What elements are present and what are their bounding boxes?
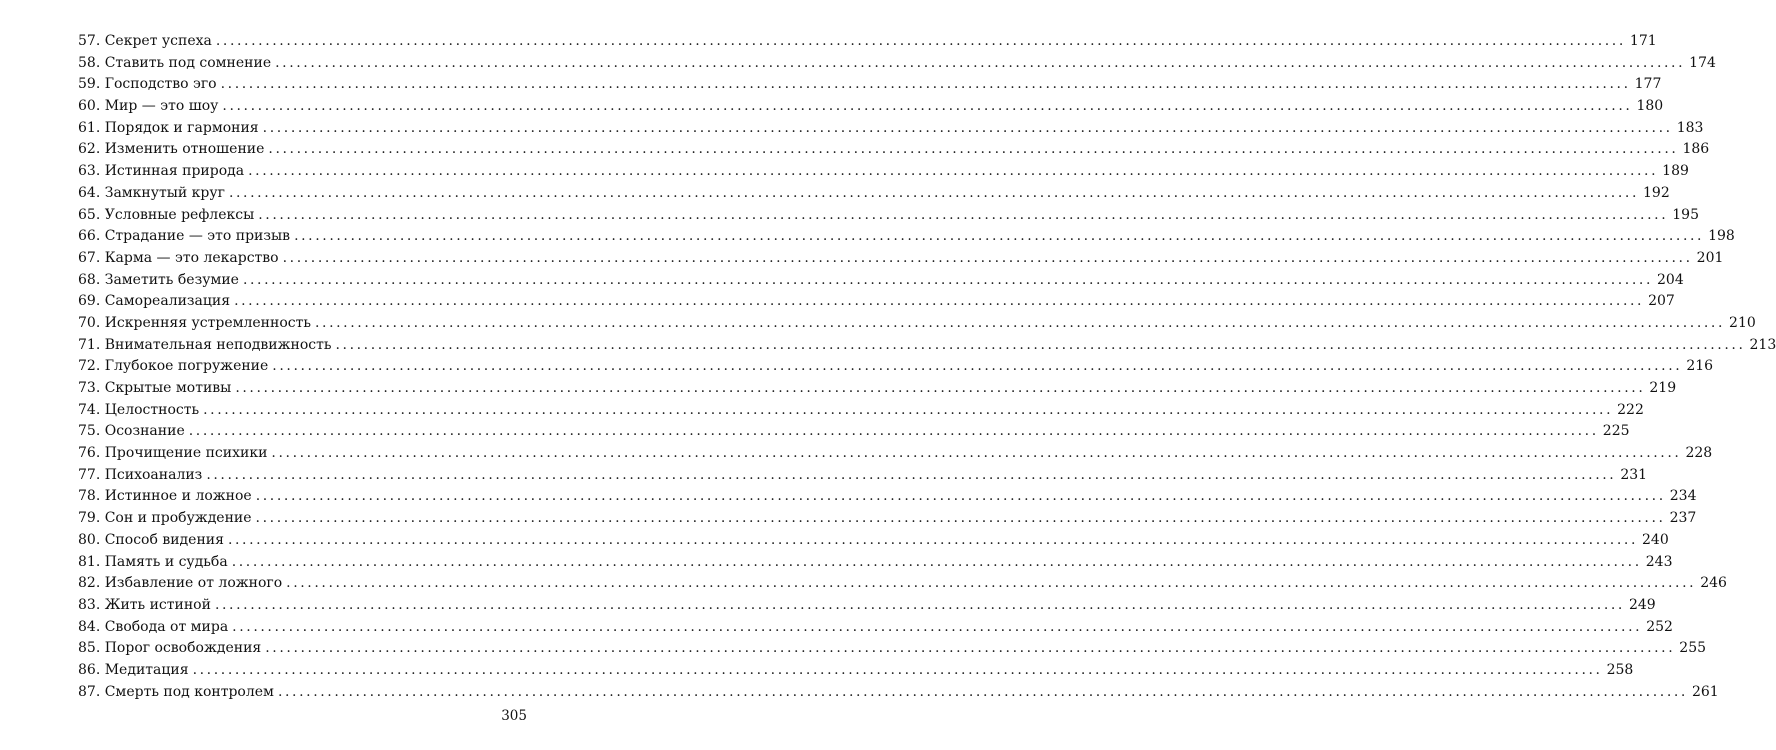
toc-entry xyxy=(78,465,1648,487)
toc-entry-number: 80. xyxy=(78,531,101,548)
toc-entry-label: Порог освобождения xyxy=(104,640,262,657)
dot-leader: ........................................................................................................................................................................................................ xyxy=(215,33,1626,49)
toc-entry-label: Целостность xyxy=(104,401,200,418)
toc-entry-number: 76. xyxy=(78,445,101,462)
toc-entry xyxy=(78,378,1677,400)
dot-leader: ........................................................................................................................................................................................................ xyxy=(227,531,1638,548)
toc-entry xyxy=(78,313,1756,335)
toc-entry-number: 84. xyxy=(78,618,101,635)
dot-leader: ........................................................................................................................................................................................................ xyxy=(262,119,1673,136)
toc-entry-label: Медитация xyxy=(104,661,189,678)
toc-entry-title xyxy=(78,356,268,378)
toc-entry xyxy=(78,96,1664,118)
toc-entry-label: Карма — это лекарство xyxy=(104,249,279,266)
toc-entry-page: 180 xyxy=(1636,98,1664,115)
toc-entry xyxy=(78,53,1716,75)
toc-entry-page: 228 xyxy=(1685,445,1713,462)
toc-entry-label: Замкнутый круг xyxy=(104,184,225,201)
dot-leader: ........................................................................................................................................................................................................ xyxy=(272,358,1683,375)
toc-entry-label: Изменить отношение xyxy=(104,141,265,158)
dot-leader: ........................................................................................................................................................................................................ xyxy=(232,618,1643,635)
toc-entry-page: 261 xyxy=(1691,683,1719,700)
toc-entry-title xyxy=(78,595,211,617)
toc-entry-page: 249 xyxy=(1628,596,1656,613)
toc-entry-title xyxy=(78,530,224,552)
toc-entry-number: 87. xyxy=(78,683,101,700)
toc-entry xyxy=(78,552,1673,574)
toc-entry-title xyxy=(78,74,217,96)
toc-entry-page: 231 xyxy=(1620,466,1648,483)
toc-entry-page: 243 xyxy=(1645,553,1673,570)
toc-entry-label: Прочищение психики xyxy=(104,445,268,462)
table-of-contents xyxy=(78,31,1776,703)
toc-entry-number: 63. xyxy=(78,163,101,180)
dot-leader: ........................................................................................................................................................................................................ xyxy=(271,445,1682,462)
toc-entry-page: 222 xyxy=(1617,401,1644,418)
toc-entry-number: 83. xyxy=(78,596,101,613)
toc-entry-number: 58. xyxy=(78,54,101,71)
toc-entry-label: Скрытые мотивы xyxy=(104,380,232,396)
toc-entry-title xyxy=(78,378,231,400)
toc-entry-label: Мир — это шоу xyxy=(104,98,219,115)
toc-entry-title xyxy=(78,118,259,140)
toc-entry xyxy=(78,508,1697,530)
toc-entry-title xyxy=(78,31,212,53)
toc-entry xyxy=(78,486,1697,508)
toc-entry-page: 210 xyxy=(1729,314,1756,331)
toc-entry xyxy=(78,595,1656,617)
toc-entry-title xyxy=(78,291,230,313)
dot-leader: ........................................................................................................................................................................................................ xyxy=(231,553,1642,570)
toc-entry-page: 192 xyxy=(1643,184,1670,201)
toc-entry-label: Избавление от ложного xyxy=(104,575,283,592)
toc-entry-label: Память и судьба xyxy=(104,553,228,570)
dot-leader: ........................................................................................................................................................................................................ xyxy=(235,380,1646,396)
toc-entry-label: Глубокое погружение xyxy=(104,358,269,375)
toc-entry-label: Условные рефлексы xyxy=(104,206,255,223)
toc-entry-page: 252 xyxy=(1646,618,1673,635)
toc-entry-number: 81. xyxy=(78,553,101,570)
toc-entry-number: 86. xyxy=(78,661,101,678)
toc-entry-number: 71. xyxy=(78,336,101,353)
toc-entry-label: Ставить под сомнение xyxy=(104,54,272,71)
toc-entry xyxy=(78,400,1644,422)
toc-entry xyxy=(78,205,1699,227)
toc-entry-label: Страдание — это призыв xyxy=(104,228,291,245)
toc-entry-title xyxy=(78,465,202,487)
toc-entry-number: 82. xyxy=(78,575,101,592)
toc-entry-number: 69. xyxy=(78,293,101,310)
toc-entry-number: 64. xyxy=(78,184,101,201)
toc-entry xyxy=(78,335,1776,357)
toc-entry-page: 225 xyxy=(1602,423,1630,440)
toc-entry-page: 213 xyxy=(1749,336,1776,353)
toc-entry-page: 237 xyxy=(1669,510,1697,527)
dot-leader: ........................................................................................................................................................................................................ xyxy=(228,184,1639,201)
toc-entry-title xyxy=(78,508,252,530)
dot-leader: ........................................................................................................................................................................................................ xyxy=(277,683,1688,700)
toc-entry xyxy=(78,74,1662,96)
page-number: 305 xyxy=(501,708,527,724)
toc-entry-label: Заметить безумие xyxy=(104,271,239,288)
toc-entry xyxy=(78,183,1670,205)
toc-entry-title xyxy=(78,96,218,118)
toc-entry-number: 57. xyxy=(78,33,101,49)
toc-entry-label: Жить истиной xyxy=(104,596,211,613)
toc-entry-page: 171 xyxy=(1629,33,1657,49)
toc-entry-page: 177 xyxy=(1634,76,1662,93)
toc-entry-title xyxy=(78,400,199,422)
toc-entry-number: 68. xyxy=(78,271,101,288)
toc-entry-number: 72. xyxy=(78,358,101,375)
toc-entry-title xyxy=(78,682,274,704)
toc-entry-title xyxy=(78,552,228,574)
toc-entry-page: 219 xyxy=(1649,380,1677,396)
toc-entry-page: 216 xyxy=(1686,358,1714,375)
toc-entry-title xyxy=(78,335,331,357)
toc-entry xyxy=(78,660,1634,682)
toc-entry-number: 59. xyxy=(78,76,101,93)
toc-entry xyxy=(78,139,1710,161)
toc-entry-page: 234 xyxy=(1669,488,1697,505)
toc-entry-label: Искренняя устремленность xyxy=(104,314,311,331)
toc-entry-label: Способ видения xyxy=(104,531,224,548)
dot-leader: ........................................................................................................................................................................................................ xyxy=(268,141,1679,158)
toc-entry-number: 70. xyxy=(78,314,101,331)
toc-entry xyxy=(78,421,1630,443)
toc-entry-number: 85. xyxy=(78,640,101,657)
dot-leader: ........................................................................................................................................................................................................ xyxy=(255,510,1666,527)
toc-entry xyxy=(78,248,1724,270)
toc-entry-title xyxy=(78,205,254,227)
dot-leader: ........................................................................................................................................................................................................ xyxy=(206,466,1617,483)
toc-entry-number: 74. xyxy=(78,401,101,418)
dot-leader: ........................................................................................................................................................................................................ xyxy=(214,596,1625,613)
toc-entry xyxy=(78,530,1669,552)
toc-entry-number: 77. xyxy=(78,466,101,483)
dot-leader: ........................................................................................................................................................................................................ xyxy=(220,76,1631,93)
dot-leader: ........................................................................................................................................................................................................ xyxy=(286,575,1697,592)
dot-leader: ........................................................................................................................................................................................................ xyxy=(192,661,1603,678)
toc-entry-number: 67. xyxy=(78,249,101,266)
toc-entry-label: Господство эго xyxy=(104,76,217,93)
toc-entry-page: 186 xyxy=(1682,141,1710,158)
toc-entry-title xyxy=(78,443,267,465)
dot-leader: ........................................................................................................................................................................................................ xyxy=(314,314,1726,331)
toc-entry-page: 183 xyxy=(1676,119,1704,136)
toc-entry xyxy=(78,573,1727,595)
toc-entry-page: 207 xyxy=(1648,293,1675,310)
dot-leader: ........................................................................................................................................................................................................ xyxy=(242,271,1653,288)
toc-entry-number: 65. xyxy=(78,206,101,223)
toc-entry xyxy=(78,638,1707,660)
toc-entry-page: 255 xyxy=(1679,640,1707,657)
toc-entry-label: Смерть под контролем xyxy=(104,683,274,700)
dot-leader: ........................................................................................................................................................................................................ xyxy=(294,228,1705,245)
toc-entry-number: 78. xyxy=(78,488,101,505)
toc-entry-label: Секрет успеха xyxy=(104,33,212,49)
toc-entry-title xyxy=(78,248,279,270)
dot-leader: ........................................................................................................................................................................................................ xyxy=(335,336,1746,353)
toc-entry-title xyxy=(78,313,311,335)
toc-entry xyxy=(78,682,1719,704)
toc-entry xyxy=(78,161,1689,183)
toc-entry-number: 79. xyxy=(78,510,101,527)
toc-entry-title xyxy=(78,53,271,75)
toc-entry-title xyxy=(78,161,244,183)
toc-entry-number: 73. xyxy=(78,380,101,396)
toc-entry-title xyxy=(78,421,185,443)
toc-entry-label: Самореализация xyxy=(104,293,231,310)
toc-entry-label: Истинная природа xyxy=(104,163,245,180)
toc-entry-page: 246 xyxy=(1700,575,1727,592)
dot-leader: ........................................................................................................................................................................................................ xyxy=(265,640,1676,657)
toc-entry xyxy=(78,291,1675,313)
toc-entry-title xyxy=(78,638,261,660)
toc-entry-page: 240 xyxy=(1642,531,1669,548)
dot-leader: ........................................................................................................................................................................................................ xyxy=(282,249,1693,266)
toc-entry-page: 201 xyxy=(1696,249,1724,266)
toc-entry xyxy=(78,356,1714,378)
toc-entry-label: Осознание xyxy=(104,423,185,440)
toc-entry-label: Истинное и ложное xyxy=(104,488,252,505)
toc-entry-page: 198 xyxy=(1708,228,1735,245)
toc-entry-title xyxy=(78,183,225,205)
toc-entry-label: Свобода от мира xyxy=(104,618,229,635)
toc-entry-title xyxy=(78,573,282,595)
toc-entry-label: Психоанализ xyxy=(104,466,203,483)
dot-leader: ........................................................................................................................................................................................................ xyxy=(234,293,1645,310)
toc-entry-page: 174 xyxy=(1689,54,1716,71)
toc-entry xyxy=(78,31,1657,53)
toc-entry-title xyxy=(78,139,264,161)
toc-entry xyxy=(78,443,1713,465)
toc-entry-page: 195 xyxy=(1672,206,1699,223)
dot-leader: ........................................................................................................................................................................................................ xyxy=(188,423,1599,440)
toc-entry-title xyxy=(78,617,228,639)
toc-entry xyxy=(78,270,1684,292)
dot-leader: ........................................................................................................................................................................................................ xyxy=(222,98,1633,115)
toc-entry-number: 66. xyxy=(78,228,101,245)
toc-entry-number: 60. xyxy=(78,98,101,115)
dot-leader: ........................................................................................................................................................................................................ xyxy=(275,54,1686,71)
toc-entry-label: Порядок и гармония xyxy=(104,119,259,136)
dot-leader: ........................................................................................................................................................................................................ xyxy=(248,163,1659,180)
toc-entry-title xyxy=(78,660,189,682)
toc-entry-page: 204 xyxy=(1657,271,1684,288)
toc-entry-page: 258 xyxy=(1606,661,1634,678)
toc-entry-page: 189 xyxy=(1662,163,1689,180)
toc-entry-label: Сон и пробуждение xyxy=(104,510,252,527)
toc-entry xyxy=(78,617,1673,639)
dot-leader: ........................................................................................................................................................................................................ xyxy=(258,206,1669,223)
toc-entry xyxy=(78,118,1704,140)
toc-entry-number: 75. xyxy=(78,423,101,440)
toc-entry-label: Внимательная неподвижность xyxy=(104,336,332,353)
toc-entry xyxy=(78,226,1735,248)
toc-entry-title xyxy=(78,486,252,508)
dot-leader: ........................................................................................................................................................................................................ xyxy=(203,401,1614,418)
dot-leader: ........................................................................................................................................................................................................ xyxy=(255,488,1666,505)
toc-entry-number: 62. xyxy=(78,141,101,158)
toc-entry-title xyxy=(78,270,239,292)
toc-entry-title xyxy=(78,226,290,248)
toc-entry-number: 61. xyxy=(78,119,101,136)
